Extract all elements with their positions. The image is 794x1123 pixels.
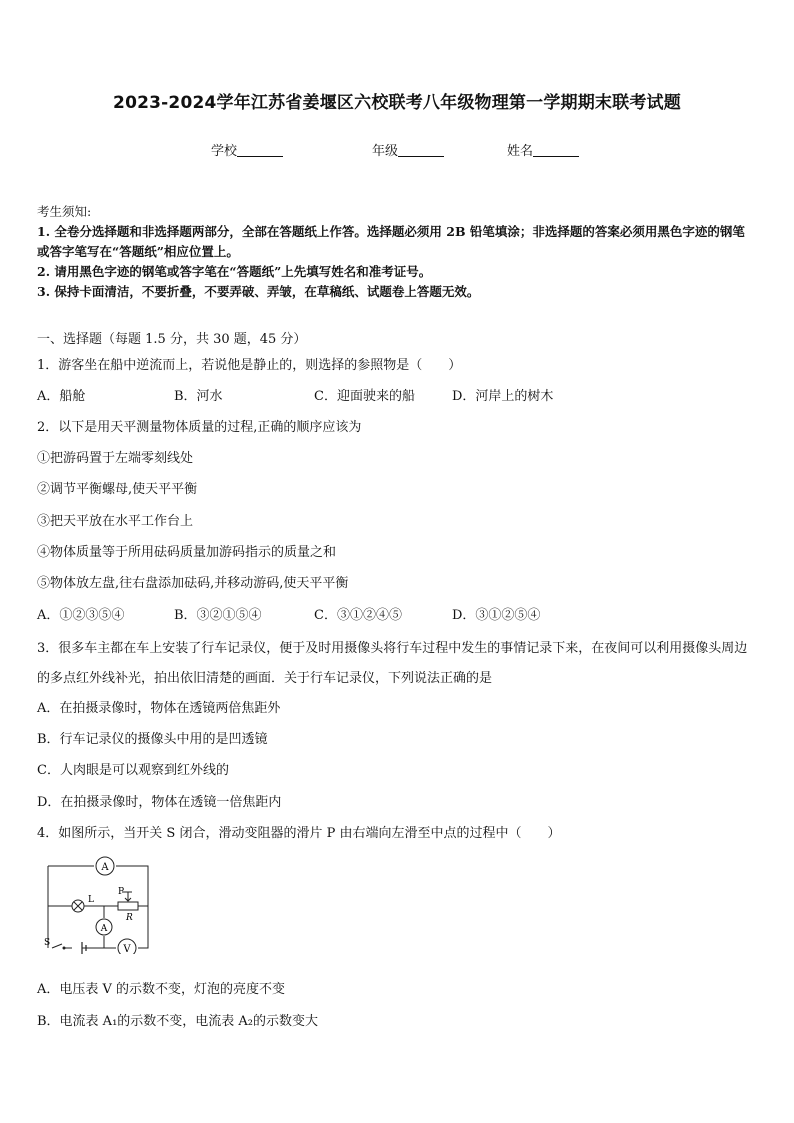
- lamp-label: L: [88, 895, 94, 905]
- switch-label: S: [44, 938, 51, 948]
- circuit-diagram: [42, 852, 154, 954]
- ammeter-a2-label: A: [100, 924, 108, 934]
- resistor-icon: [118, 902, 138, 910]
- q1-option-d[interactable]: D．河岸上的树木: [452, 389, 554, 404]
- q2-step-1: ①把游码置于左端零刻线处: [37, 451, 194, 466]
- q3-option-d[interactable]: D．在拍摄录像时，物体在透镜一倍焦距内: [37, 795, 282, 810]
- q2-step-2: ②调节平衡螺母,使天平平衡: [37, 482, 198, 497]
- q3-option-c[interactable]: C．人肉眼是可以观察到红外线的: [37, 763, 229, 778]
- q4-stem: 4．如图所示，当开关 S 闭合，滑动变阻器的滑片 P 由右端向左滑至中点的过程中（ ）: [37, 826, 561, 841]
- q3-option-b[interactable]: B．行车记录仪的摄像头中用的是凹透镜: [37, 732, 268, 747]
- school-field: [211, 140, 283, 159]
- q1-option-b[interactable]: B．河水: [174, 389, 223, 404]
- school-label: 学校: [211, 144, 238, 159]
- ammeter-a1-label: A: [101, 862, 109, 873]
- exam-notice: [37, 202, 757, 302]
- q3-option-a[interactable]: A．在拍摄录像时，物体在透镜两倍焦距外: [37, 701, 281, 716]
- q4-option-b[interactable]: B．电流表 A₁的示数不变，电流表 A₂的示数变大: [37, 1014, 319, 1029]
- q2-option-c[interactable]: C．③①②④⑤: [314, 608, 402, 623]
- q2-stem: 2．以下是用天平测量物体质量的过程,正确的顺序应该为: [37, 420, 362, 435]
- slider-label: P: [118, 887, 125, 897]
- q2-option-d[interactable]: D．③①②⑤④: [452, 608, 541, 623]
- grade-blank[interactable]: [398, 144, 444, 157]
- section-heading: 一、选择题（每题 1.5 分，共 30 题，45 分）: [37, 332, 307, 347]
- name-blank[interactable]: [533, 144, 579, 157]
- q2-option-a[interactable]: A．①②③⑤④: [37, 608, 125, 623]
- q2-step-4: ④物体质量等于所用砝码质量加游码指示的质量之和: [37, 545, 337, 560]
- q2-option-b[interactable]: B．③②①⑤④: [174, 608, 262, 623]
- resistor-label: R: [126, 913, 133, 923]
- notice-item-1: 1. 全卷分选择题和非选择题两部分，全部在答题纸上作答。选择题必须用 2B 铅笔填涂；非选择题的答案必须用黑色字迹的钢笔或答字笔写在“答题纸”相应位置上。: [37, 224, 745, 259]
- name-label: 姓名: [507, 144, 534, 159]
- notice-item-3: 3. 保持卡面清洁，不要折叠，不要弄破、弄皱，在草稿纸、试题卷上答题无效。: [37, 284, 480, 299]
- voltmeter-label: V: [123, 944, 131, 954]
- name-field: [507, 140, 579, 159]
- notice-item-2: 2. 请用黑色字迹的钢笔或答字笔在“答题纸”上先填写姓名和准考证号。: [37, 264, 432, 279]
- q2-step-3: ③把天平放在水平工作台上: [37, 514, 194, 529]
- q1-option-a[interactable]: A．船舱: [37, 389, 86, 404]
- q3-stem: 3．很多车主都在车上安装了行车记录仪，便于及时用摄像头将行车过程中发生的事情记录下来，在夜间可以利用摄像头周边的多点红外线补光，拍出依旧清楚的画面．关于行车记录仪，下列说法正确的是: [37, 641, 748, 686]
- school-blank[interactable]: [237, 144, 283, 157]
- grade-label: 年级: [372, 144, 399, 159]
- q1-stem: 1．游客坐在船中逆流而上，若说他是静止的，则选择的参照物是（ ）: [37, 358, 462, 373]
- q4-option-a[interactable]: A．电压表 V 的示数不变，灯泡的亮度不变: [37, 982, 286, 997]
- grade-field: [372, 140, 444, 159]
- q1-option-c[interactable]: C．迎面驶来的船: [314, 389, 415, 404]
- q2-step-5: ⑤物体放左盘,往右盘添加砝码,并移动游码,使天平平衡: [37, 576, 349, 591]
- page-title: 2023-2024学年江苏省姜堰区六校联考八年级物理第一学期期末联考试题: [113, 93, 681, 113]
- notice-heading: 考生须知:: [37, 204, 92, 219]
